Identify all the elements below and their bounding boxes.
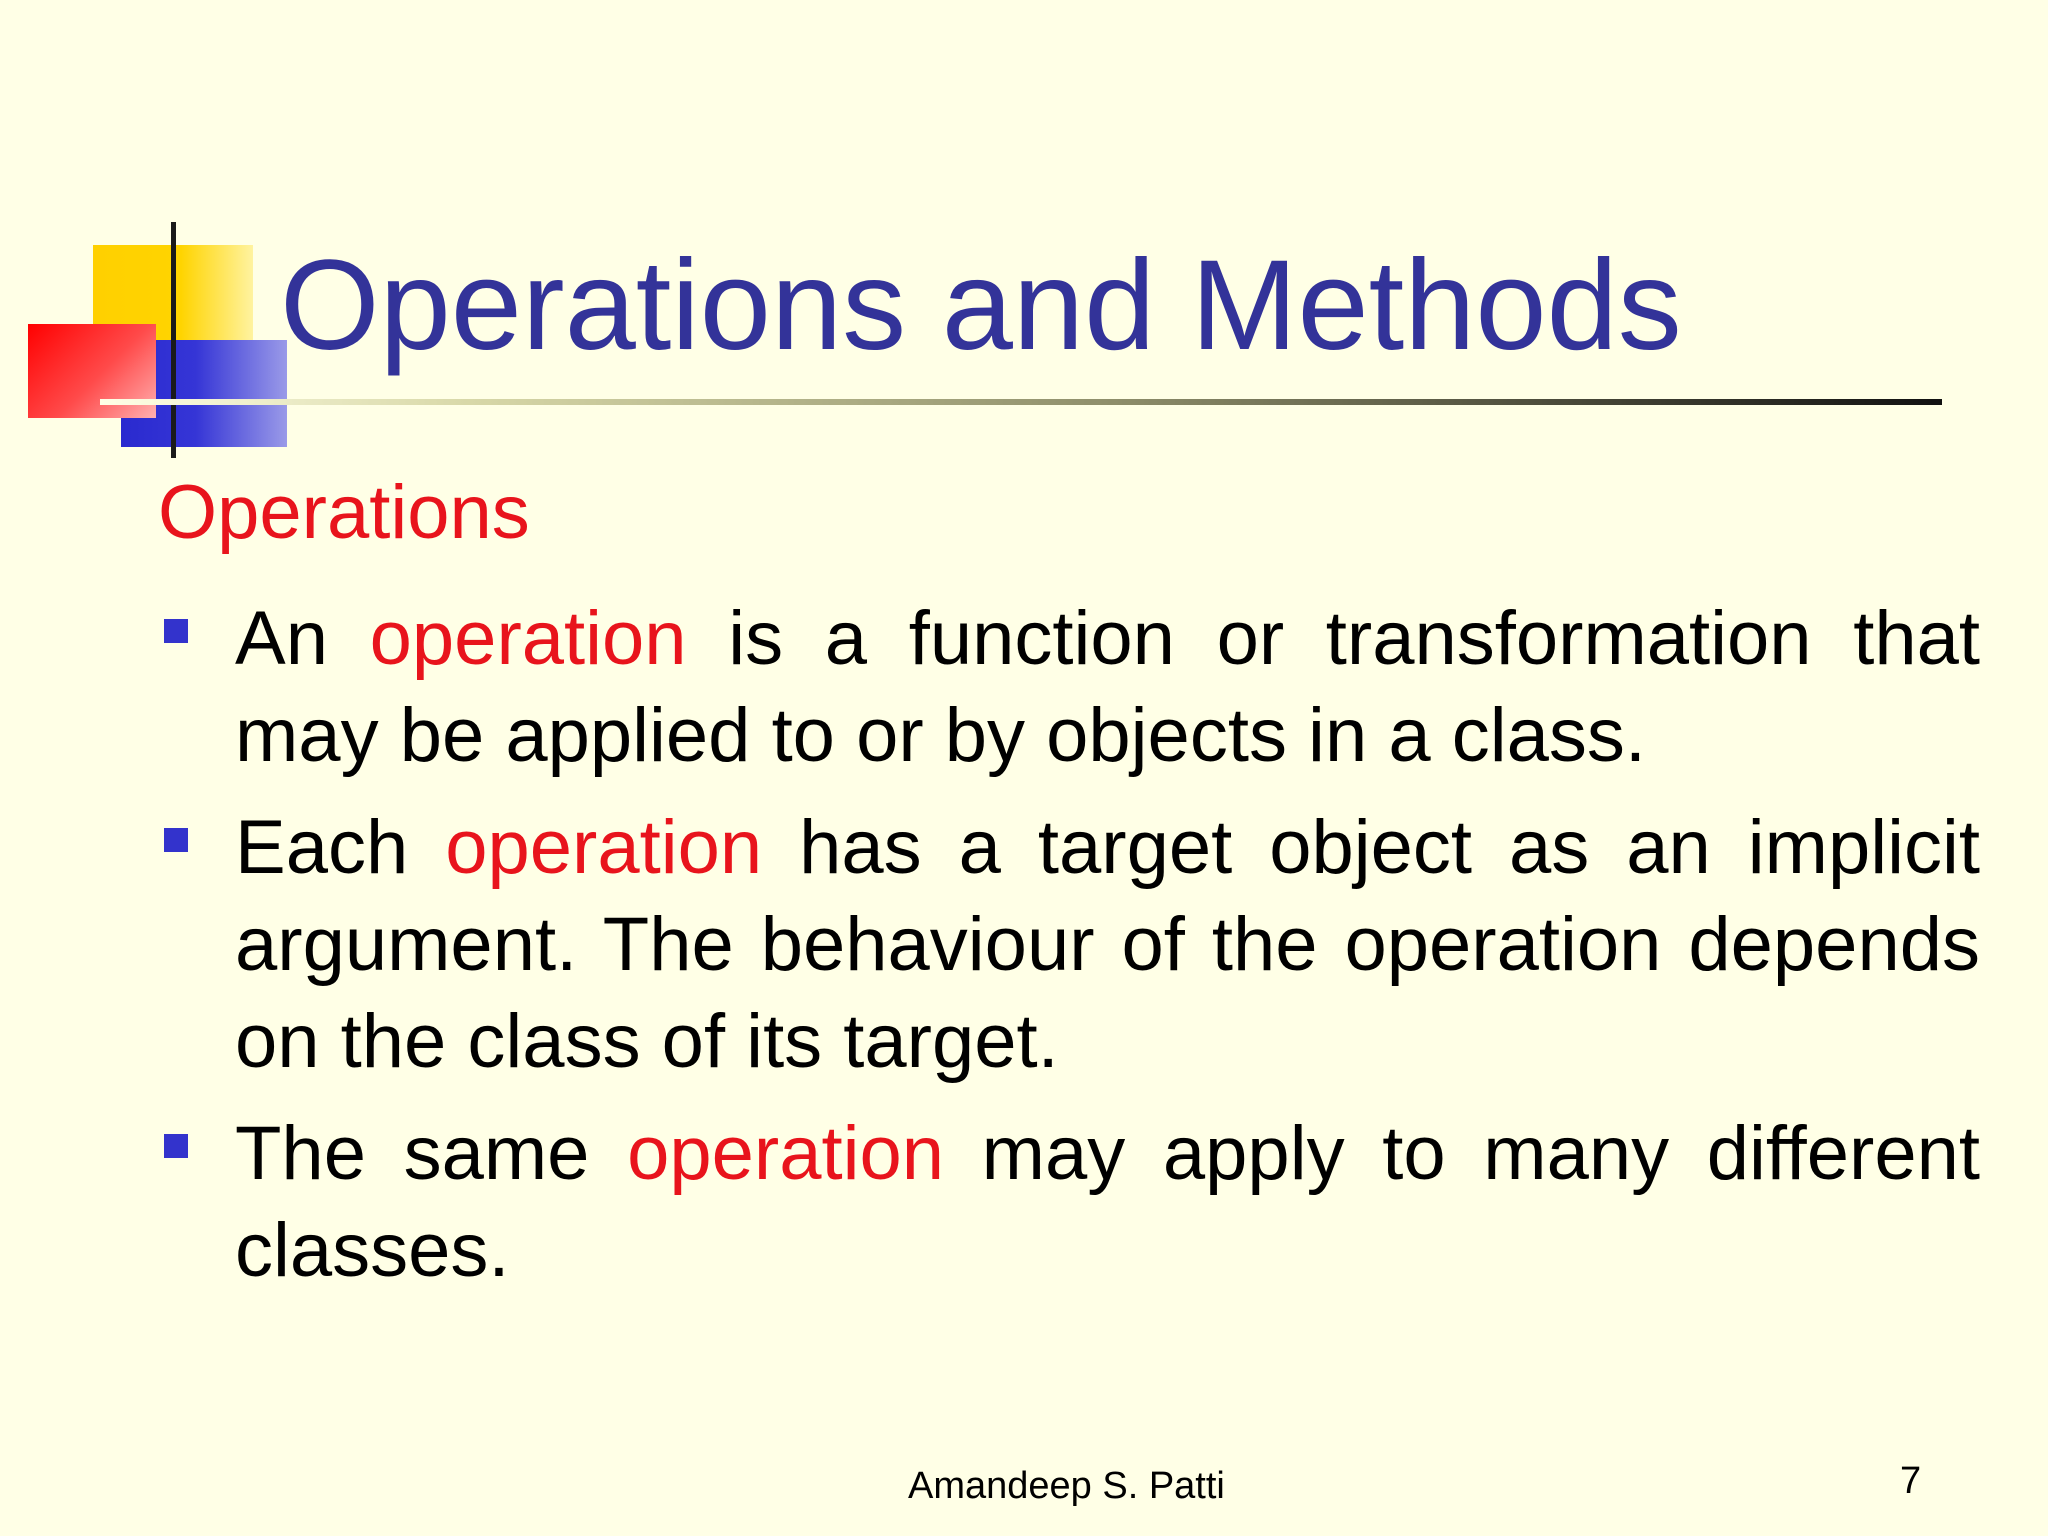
bullet-text-after: has a target object as an implicit argument. The behaviour of the operation depends on the class of its target.: [235, 805, 1980, 1084]
page-number: 7: [1900, 1460, 1922, 1502]
bullet-text-before: Each: [235, 805, 446, 890]
bullet-text-after: may apply to many different classes.: [235, 1111, 1980, 1293]
bullet-list: [158, 590, 1980, 1314]
square-bullet-icon: [164, 619, 188, 643]
bullet-text-before: The same: [235, 1111, 628, 1196]
slide-title: Operations and Methods: [280, 234, 1682, 377]
footer-author: Amandeep S. Patti: [908, 1465, 1225, 1507]
bullet-text-before: An: [235, 596, 370, 681]
bullet-item: [158, 799, 1980, 1090]
vertical-divider-line: [171, 222, 176, 458]
title-underline: [100, 399, 1942, 405]
square-bullet-icon: [164, 1134, 188, 1158]
decorative-squares-logo: [0, 0, 320, 480]
section-subheading: Operations: [158, 470, 530, 555]
bullet-item: [158, 590, 1980, 784]
bullet-item: [158, 1105, 1980, 1299]
square-bullet-icon: [164, 828, 188, 852]
bullet-highlight: operation: [369, 596, 687, 681]
bullet-highlight: operation: [445, 805, 763, 890]
bullet-text-after: is a function or transformation that may be applied to or by objects in a class.: [235, 596, 1981, 778]
bullet-highlight: operation: [627, 1111, 945, 1196]
